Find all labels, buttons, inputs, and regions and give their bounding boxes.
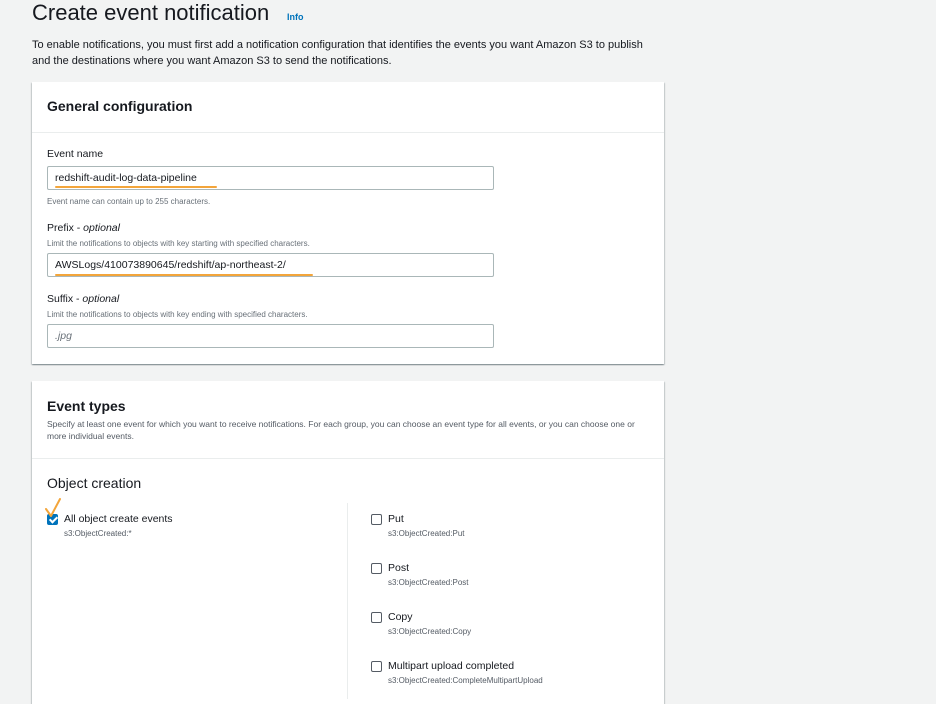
checkbox-code: s3:ObjectCreated:* xyxy=(64,529,132,538)
panel-title: Event types xyxy=(47,398,126,414)
checkbox-code: s3:ObjectCreated:Copy xyxy=(388,627,472,636)
multipart-upload-checkbox[interactable] xyxy=(371,661,382,672)
annotation-underline xyxy=(55,186,217,188)
copy-checkbox[interactable] xyxy=(371,612,382,623)
panel-header xyxy=(32,381,664,459)
event-name-input[interactable]: redshift-audit-log-data-pipeline xyxy=(47,166,494,190)
suffix-label: Suffix - optional xyxy=(47,293,120,305)
object-creation-title: Object creation xyxy=(47,475,142,491)
checkbox-label: All object create events xyxy=(64,513,173,525)
checkbox-label: Copy xyxy=(388,611,413,623)
checkbox-code: s3:ObjectCreated:CompleteMultipartUpload xyxy=(388,676,543,685)
page-title: Create event notification xyxy=(32,0,270,25)
annotation-underline xyxy=(55,274,313,276)
panel-header xyxy=(32,82,664,133)
suffix-input[interactable]: .jpg xyxy=(47,324,494,348)
checkbox-label: Put xyxy=(388,513,404,525)
prefix-input[interactable]: AWSLogs/410073890645/redshift/ap-northeast-2/ xyxy=(47,253,494,277)
prefix-label: Prefix - optional xyxy=(47,222,120,234)
general-configuration-panel xyxy=(32,82,664,364)
checkbox-code: s3:ObjectCreated:Post xyxy=(388,578,469,587)
post-checkbox[interactable] xyxy=(371,563,382,574)
checkbox-code: s3:ObjectCreated:Put xyxy=(388,529,465,538)
info-link[interactable]: Info xyxy=(287,12,304,22)
prefix-optional: optional xyxy=(83,222,120,234)
column-divider xyxy=(347,503,348,699)
suffix-optional: optional xyxy=(82,293,120,305)
suffix-desc: Limit the notifications to objects with key ending with specified characters. xyxy=(47,310,308,319)
intro-text: To enable notifications, you must first add a notification configuration that identifies the events you want Amazon S3 to publish and the destinations where you want Amazon S3 to send the notifications. xyxy=(32,39,643,67)
prefix-desc: Limit the notifications to objects with key starting with specified characters. xyxy=(47,239,310,248)
event-name-hint: Event name can contain up to 255 characters. xyxy=(47,197,211,206)
panel-title: General configuration xyxy=(47,98,193,114)
annotation-check-mark-icon xyxy=(44,497,62,519)
event-types-desc: Specify at least one event for which you want to receive notifications. For each group, you can choose an event type for all events, or you can choose one or more individual events. xyxy=(47,419,635,441)
put-checkbox[interactable] xyxy=(371,514,382,525)
event-types-panel xyxy=(32,381,664,704)
checkbox-label: Post xyxy=(388,562,410,574)
checkbox-label: Multipart upload completed xyxy=(388,660,515,672)
event-name-label: Event name xyxy=(47,148,104,160)
